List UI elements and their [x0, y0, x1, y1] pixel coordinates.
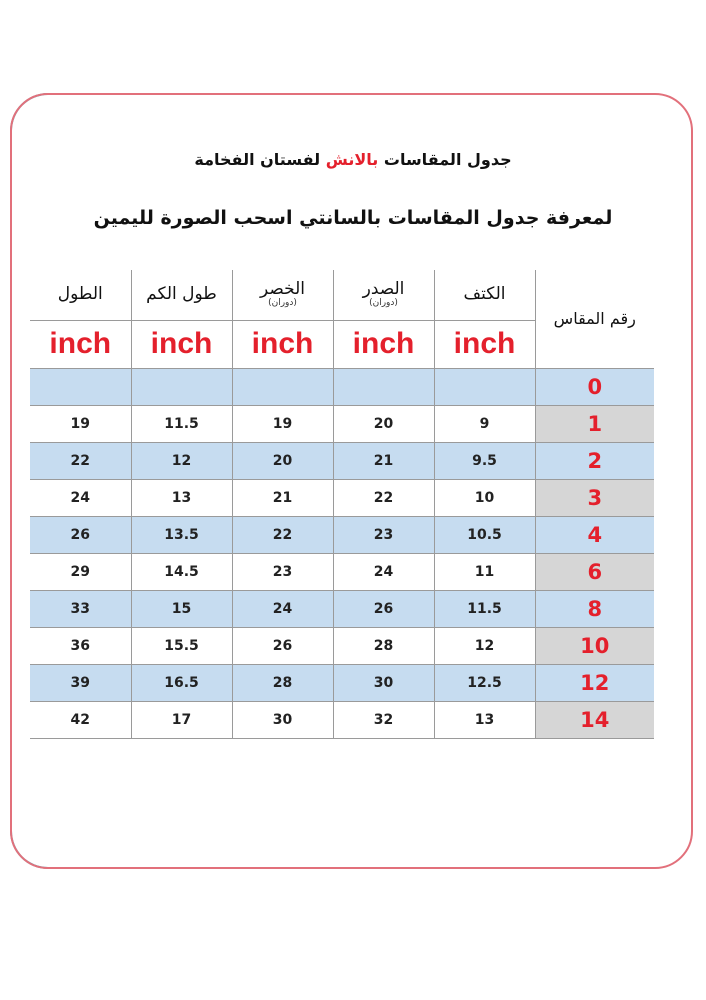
- table-cell: 39: [30, 664, 131, 701]
- table-row: [30, 368, 654, 405]
- unit-label: inch: [232, 320, 333, 368]
- table-cell: 19: [30, 405, 131, 442]
- unit-label: inch: [333, 320, 434, 368]
- table-cell: 9: [434, 405, 535, 442]
- table-cell: 20: [333, 405, 434, 442]
- unit-label: inch: [30, 320, 131, 368]
- page-subtitle: لمعرفة جدول المقاسات بالسانتي اسحب الصورة لليمين: [93, 207, 613, 229]
- table-cell: 13.5: [131, 516, 232, 553]
- table-cell: 24: [30, 479, 131, 516]
- table-cell: 12: [131, 442, 232, 479]
- size-chart-table: [30, 270, 654, 739]
- table-cell: 28: [333, 627, 434, 664]
- size-cell: 0: [535, 368, 654, 405]
- table-row: [30, 701, 654, 738]
- size-cell: 4: [535, 516, 654, 553]
- table-cell: 26: [232, 627, 333, 664]
- size-cell: 1: [535, 405, 654, 442]
- col-header-waist: الخصر (دوران): [232, 270, 333, 320]
- table-cell: 22: [30, 442, 131, 479]
- table-cell: 11.5: [434, 590, 535, 627]
- table-cell: 13: [434, 701, 535, 738]
- size-cell: 2: [535, 442, 654, 479]
- table-row: [30, 664, 654, 701]
- table-cell: 26: [30, 516, 131, 553]
- table-row: [30, 516, 654, 553]
- table-row: [30, 590, 654, 627]
- table-cell: 16.5: [131, 664, 232, 701]
- size-cell: 8: [535, 590, 654, 627]
- table-cell: 10.5: [434, 516, 535, 553]
- unit-label: inch: [131, 320, 232, 368]
- table-cell: 21: [333, 442, 434, 479]
- col-header-sleeve: طول الكم: [131, 270, 232, 320]
- size-cell: 14: [535, 701, 654, 738]
- table-cell: 12.5: [434, 664, 535, 701]
- table-cell: 21: [232, 479, 333, 516]
- col-header-size: رقم المقاس: [535, 270, 654, 368]
- table-cell: 23: [333, 516, 434, 553]
- table-cell: 32: [333, 701, 434, 738]
- col-header-chest: الصدر (دوران): [333, 270, 434, 320]
- table-cell: 23: [232, 553, 333, 590]
- table-row: [30, 442, 654, 479]
- page-title: جدول المقاسات بالانش لفستان الفخامة: [194, 150, 512, 169]
- table-cell: [333, 368, 434, 405]
- table-cell: 15: [131, 590, 232, 627]
- table-cell: 33: [30, 590, 131, 627]
- table-cell: 11.5: [131, 405, 232, 442]
- table-cell: 28: [232, 664, 333, 701]
- table-cell: [131, 368, 232, 405]
- size-cell: 10: [535, 627, 654, 664]
- unit-label: inch: [434, 320, 535, 368]
- size-cell: 6: [535, 553, 654, 590]
- table-cell: 36: [30, 627, 131, 664]
- table-row: [30, 479, 654, 516]
- table-cell: 24: [232, 590, 333, 627]
- table-cell: 20: [232, 442, 333, 479]
- header-row: [30, 270, 654, 320]
- table-cell: 24: [333, 553, 434, 590]
- table-cell: 30: [232, 701, 333, 738]
- table-cell: [30, 368, 131, 405]
- col-header-shoulder: الكتف: [434, 270, 535, 320]
- table-row: [30, 405, 654, 442]
- table-cell: 13: [131, 479, 232, 516]
- table-cell: 12: [434, 627, 535, 664]
- table-cell: 22: [232, 516, 333, 553]
- table-cell: 17: [131, 701, 232, 738]
- table-cell: 22: [333, 479, 434, 516]
- table-cell: 29: [30, 553, 131, 590]
- table-cell: 30: [333, 664, 434, 701]
- table-cell: [232, 368, 333, 405]
- table-cell: 11: [434, 553, 535, 590]
- table-cell: 15.5: [131, 627, 232, 664]
- table-cell: 14.5: [131, 553, 232, 590]
- col-header-length: الطول: [57, 284, 103, 305]
- size-cell: 12: [535, 664, 654, 701]
- table-cell: 9.5: [434, 442, 535, 479]
- table-cell: 19: [232, 405, 333, 442]
- table-cell: [434, 368, 535, 405]
- table-row: [30, 553, 654, 590]
- table-cell: 26: [333, 590, 434, 627]
- table-cell: 10: [434, 479, 535, 516]
- table-row: [30, 627, 654, 664]
- size-cell: 3: [535, 479, 654, 516]
- table-cell: 42: [30, 701, 131, 738]
